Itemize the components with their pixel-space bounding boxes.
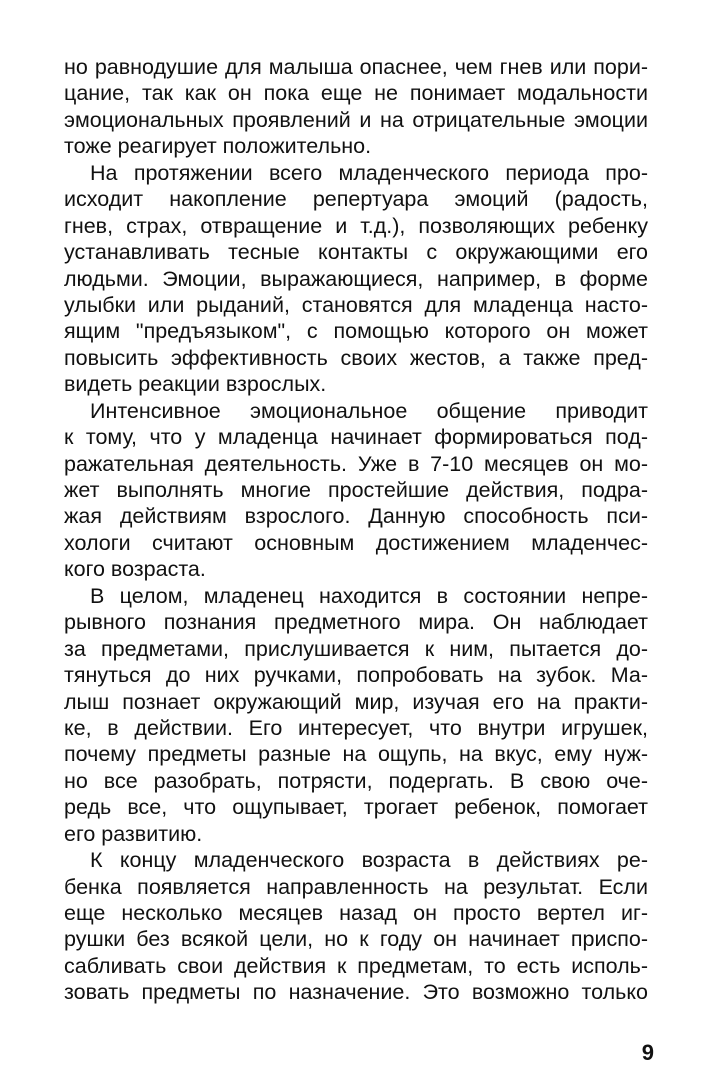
text-line: зовать предметы по назначение. Это возможно только	[64, 980, 648, 1005]
text-line: жая действиям взрослого. Данную способность пси-	[64, 504, 648, 529]
text-line: еще несколько месяцев назад он просто вертел иг-	[64, 901, 648, 925]
text-line: В целом, младенец находится в состоянии непре-	[90, 583, 648, 608]
text-line: жет выполнять многие простейшие действия, подра-	[64, 478, 648, 502]
page-number: 9	[641, 1040, 654, 1065]
paragraph	[64, 847, 648, 1006]
text-line: видеть реакции взрослых.	[64, 372, 327, 397]
text-line: за предметами, прислушивается к ним, пытается до-	[64, 636, 648, 661]
paragraph	[64, 398, 648, 583]
text-line: ке, в действии. Его интересует, что внутри игрушек,	[64, 715, 648, 740]
text-line: цание, так как он пока еще не понимает модальности	[64, 81, 648, 106]
text-line: но равнодушие для малыша опаснее, чем гнев или пори-	[64, 55, 648, 79]
paragraph	[64, 54, 648, 160]
text-line: к тому, что у младенца начинает формироваться под-	[64, 425, 648, 450]
text-line: кого возраста.	[64, 557, 206, 582]
text-line: повысить эффективность своих жестов, а также пред-	[64, 345, 648, 370]
text-line: На протяжении всего младенческого периода про-	[90, 160, 648, 185]
paragraph	[64, 160, 648, 398]
text-line: эмоциональных проявлений и на отрицательные эмоции	[64, 107, 648, 132]
text-line: сабливать свои действия к предметам, то есть исполь-	[64, 953, 648, 978]
paragraph	[64, 583, 648, 847]
text-line: гнев, страх, отвращение и т.д.), позволяющих ребенку	[64, 213, 648, 238]
text-line: бенка появляется направленность на результат. Если	[64, 874, 648, 899]
text-line: устанавливать тесные контакты с окружающими его	[64, 240, 648, 265]
text-line: рывного познания предметного мира. Он наблюдает	[64, 610, 648, 635]
text-line: людьми. Эмоции, выражающиеся, например, в форме	[64, 266, 648, 291]
text-line: редь все, что ощупывает, трогает ребенок, помогает	[64, 795, 648, 820]
text-line: лыш познает окружающий мир, изучая его на практи-	[64, 689, 648, 714]
text-line: К концу младенческого возраста в действиях ре-	[90, 848, 648, 873]
text-line: тоже реагирует положительно.	[64, 134, 372, 159]
text-line: исходит накопление репертуара эмоций (радость,	[64, 187, 648, 212]
text-line: улыбки или рыданий, становятся для младенца насто-	[64, 292, 648, 317]
text-line: его развитию.	[64, 821, 203, 846]
text-line: Интенсивное эмоциональное общение приводит	[90, 398, 648, 423]
text-line: ражательная деятельность. Уже в 7-10 месяцев он мо-	[64, 451, 648, 476]
text-line: рушки без всякой цели, но к году он начинает приспо-	[64, 927, 648, 952]
text-line: хологи считают основным достижением младенчес-	[64, 530, 648, 555]
text-line: почему предметы разные на ощупь, на вкус, ему нуж-	[64, 742, 648, 767]
page-body	[64, 54, 648, 1006]
text-line: тянуться до них ручками, попробовать на зубок. Ма-	[64, 663, 648, 688]
text-line: но все разобрать, потрясти, подергать. В свою оче-	[64, 768, 648, 793]
text-line: ящим "предъязыком", с помощью которого он может	[64, 319, 648, 344]
